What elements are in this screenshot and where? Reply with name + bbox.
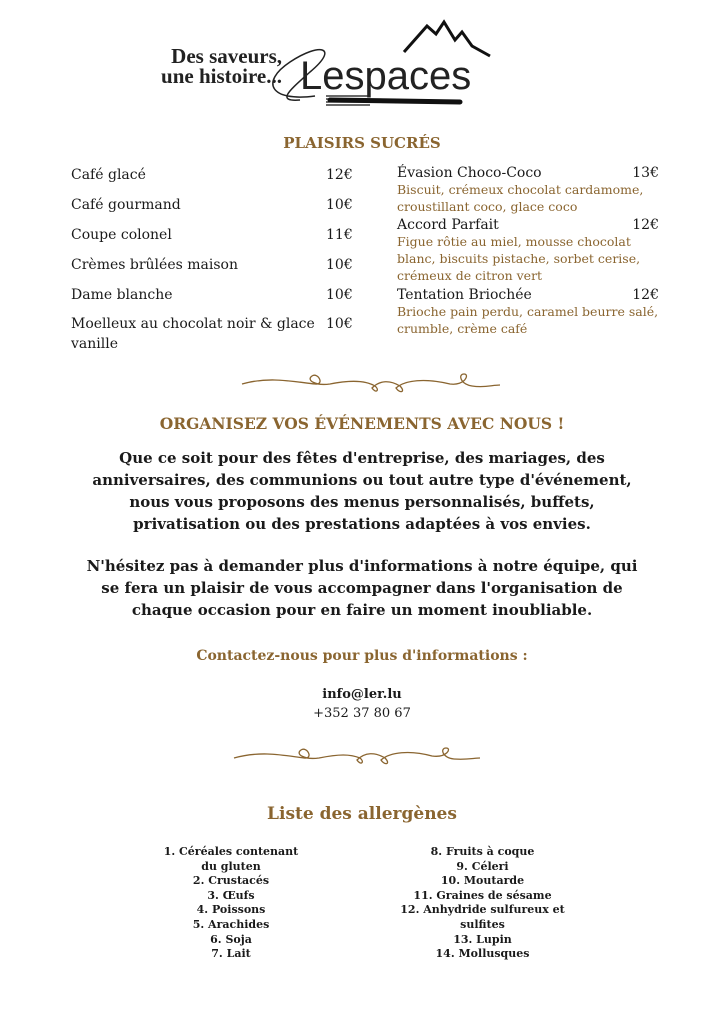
tagline-line2: une histoire...: [161, 64, 282, 88]
allergen-item: 11. Graines de sésame: [413, 888, 552, 902]
events-title: ORGANISEZ VOS ÉVÉNEMENTS AVEC NOUS !: [159, 414, 565, 433]
dessert-item: [71, 165, 356, 185]
allergens-right-list: [400, 845, 565, 962]
dessert-price: 12€: [632, 217, 659, 233]
allergen-item: 14. Mollusques: [435, 947, 530, 961]
dessert-item: [71, 255, 356, 275]
dessert-name: Café gourmand: [71, 197, 181, 213]
dessert-description: Brioche pain perdu, caramel beurre salé, crumble, crème café: [397, 304, 659, 336]
logo-brand: Lespaces: [300, 54, 472, 98]
dessert-name: Café glacé: [71, 167, 146, 183]
dessert-description: Figue rôtie au miel, mousse chocolat blanc, biscuits pistache, sorbet cerise, crémeux de citron vert: [397, 234, 641, 283]
dessert-name: Tentation Briochée: [397, 287, 532, 303]
allergen-item: 4. Poissons: [196, 903, 266, 917]
dessert-item: [397, 217, 659, 284]
dessert-item: [71, 285, 356, 305]
contact-title: Contactez-nous pour plus d'informations :: [196, 648, 528, 664]
dessert-name: Crèmes brûlées maison: [71, 257, 238, 273]
dessert-item: [71, 314, 356, 354]
allergens-left-list: [156, 845, 306, 962]
allergen-item: 6. Soja: [210, 932, 252, 946]
allergen-item: 5. Arachides: [192, 917, 270, 931]
dessert-item: [397, 287, 659, 337]
dessert-price: 10€: [326, 197, 353, 213]
allergen-item: 10. Moutarde: [440, 874, 525, 888]
allergen-item: 8. Fruits à coque: [430, 845, 535, 858]
allergen-item: 2. Crustacés: [192, 874, 270, 888]
events-paragraph-2: N'hésitez pas à demander plus d'informations à notre équipe, qui se fera un plaisir de vous accompagner dans l'organisation de chaque occasion pour en faire un moment inoubliable.: [86, 557, 638, 619]
decorative-divider-2: [232, 740, 482, 768]
decorative-divider: [240, 368, 502, 396]
logo-tagline: [150, 46, 282, 86]
allergen-item: 7. Lait: [211, 947, 251, 961]
allergens-title: Liste des allergènes: [267, 804, 457, 824]
dessert-name: Dame blanche: [71, 287, 173, 303]
dessert-price: 10€: [326, 257, 353, 273]
dessert-description: Biscuit, crémeux chocolat cardamome, croustillant coco, glace coco: [397, 182, 644, 214]
dessert-name: Moelleux au chocolat noir & glace vanille: [71, 316, 315, 352]
dessert-name: Accord Parfait: [397, 217, 499, 233]
allergen-item: 3. Œufs: [207, 888, 255, 902]
dessert-price: 11€: [326, 227, 353, 243]
contact-email[interactable]: info@ler.lu: [322, 687, 402, 702]
dessert-price: 12€: [326, 167, 353, 183]
allergen-item: 9. Céleri: [456, 859, 509, 873]
dessert-name: Évasion Choco-Coco: [397, 165, 542, 181]
desserts-title: PLAISIRS SUCRÉS: [283, 134, 441, 152]
contact-phone[interactable]: +352 37 80 67: [313, 706, 411, 721]
allergen-item: 13. Lupin: [453, 932, 512, 946]
dessert-price: 12€: [632, 287, 659, 303]
allergen-item: 1. Céréales contenant du gluten: [163, 845, 299, 873]
dessert-price: 10€: [326, 287, 353, 303]
allergen-item: 12. Anhydride sulfureux et sulfites: [400, 903, 565, 931]
events-paragraph-1: Que ce soit pour des fêtes d'entreprise, des mariages, des anniversaires, des communions ou tout autre type d'événement, nous vous proposons des menus personnalisés, buffets, privatisation ou des prestations adaptées à vos envies.: [92, 449, 632, 533]
dessert-price: 13€: [632, 165, 659, 181]
dessert-item: [71, 195, 356, 215]
dessert-name: Coupe colonel: [71, 227, 172, 243]
dessert-item: [397, 165, 659, 215]
tagline-line1: Des saveurs,: [171, 44, 282, 68]
dessert-item: [71, 225, 356, 245]
dessert-price: 10€: [326, 316, 353, 332]
